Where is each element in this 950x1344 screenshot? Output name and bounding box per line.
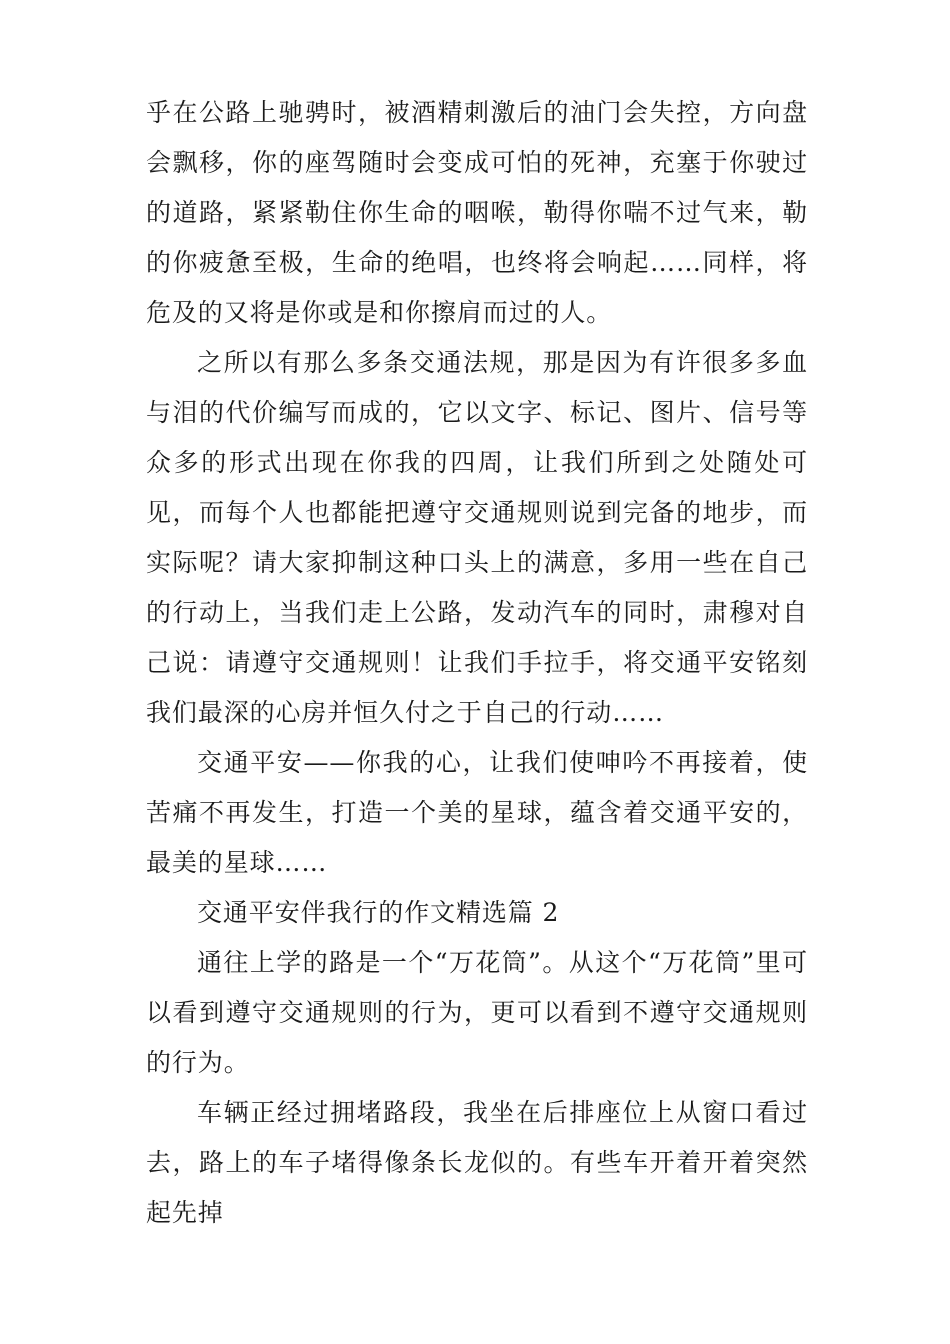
document-page (146, 88, 808, 1238)
paragraph-traffic-safety: 交通平安——你我的心，让我们使呻吟不再接着，使苦痛不再发生，打造一个美的星球，蕴含着交通平安的，最美的星球…… (146, 748, 808, 877)
paragraph-continuation: 乎在公路上驰骋时，被酒精刺激后的油门会失控，方向盘会飘移，你的座驾随时会变成可怕的死神，充塞于你驶过的道路，紧紧勒住你生命的咽喉，勒得你喘不过气来，勒的你疲惫至极，生命的绝唱，也终将会响起……同样，将危及的又将是你或是和你擦肩而过的人。 (146, 98, 808, 327)
paragraph-traffic-rules: 之所以有那么多条交通法规，那是因为有许很多多血与泪的代价编写而成的，它以文字、标记、图片、信号等众多的形式出现在你我的四周，让我们所到之处随处可见，而每个人也都能把遵守交通规则说到完备的地步，而实际呢？请大家抑制这种口头上的满意，多用一些在自己的行动上，当我们走上公路，发动汽车的同时，肃穆对自己说：请遵守交通规则！让我们手拉手，将交通平安铭刻我们最深的心房并恒久付之于自己的行动…… (146, 348, 808, 727)
paragraph-traffic-jam: 车辆正经过拥堵路段，我坐在后排座位上从窗口看过去，路上的车子堵得像条长龙似的。有些车开着开着突然起先掉 (146, 1098, 808, 1227)
section-heading: 交通平安伴我行的作文精选篇 2 (197, 898, 560, 927)
paragraph-kaleidoscope: 通往上学的路是一个“万花筒”。从这个“万花筒”里可以看到遵守交通规则的行为，更可以看到不遵守交通规则的行为。 (146, 948, 808, 1077)
